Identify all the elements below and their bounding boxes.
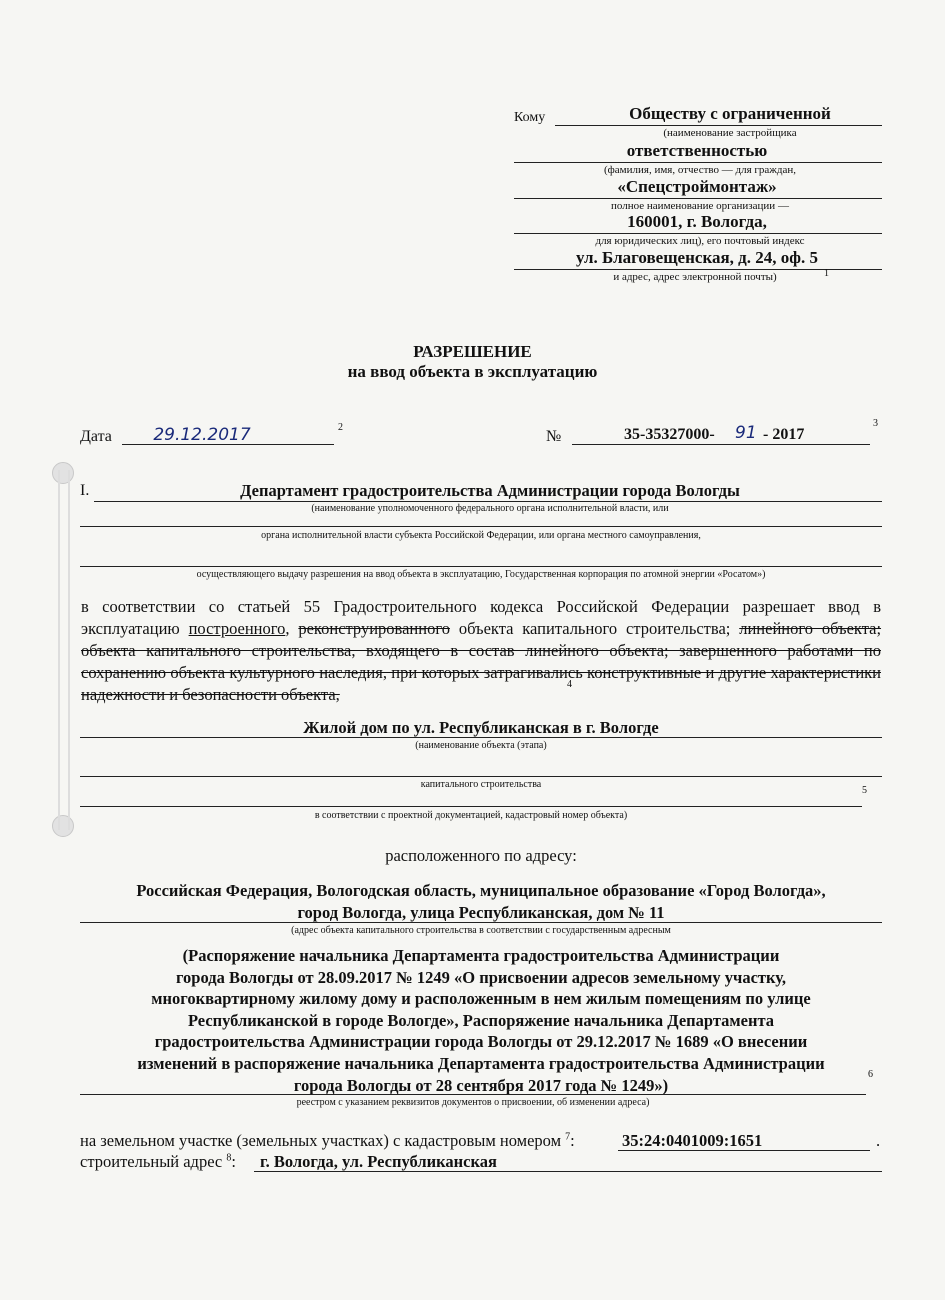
number-label: № <box>546 428 562 445</box>
object-hint-1: (наименование объекта (этапа) <box>415 740 547 751</box>
land-colon: : <box>570 1131 575 1150</box>
address-hint: (адрес объекта капитального строительства в соответствии с государственным адресным <box>291 925 671 936</box>
addressee-line-3: «Спецстроймонтаж» <box>617 177 777 196</box>
order-line: градостроительства Администрации города Вологды от 29.12.2017 № 1689 «О внесении <box>154 1032 808 1052</box>
addressee-hint-5: и адрес, адрес электронной почты) <box>613 271 777 283</box>
order-line: города Вологды от 28.09.2017 № 1249 «О присвоении адресов земельному участку, <box>175 967 787 987</box>
footnote-1: 1 <box>824 268 829 279</box>
object-name: Жилой дом по ул. Республиканская в г. Вологде <box>303 718 659 737</box>
build-address-value: г. Вологда, ул. Республиканская <box>260 1152 497 1171</box>
addressee-line-2: ответственностью <box>626 141 768 160</box>
footnote-3: 3 <box>873 418 878 429</box>
object-hint-2: капитального строительства <box>420 779 542 790</box>
document-subtitle: на ввод объекта в эксплуатацию <box>347 362 598 381</box>
issuer-name: Департамент градостроительства Администрации города Вологды <box>240 481 740 500</box>
addressee-hint-1: (наименование застройщика <box>663 127 797 139</box>
addressee-line-4: 160001, г. Вологда, <box>627 212 767 231</box>
build-address-label <box>80 1152 236 1172</box>
order-line: города Вологды от 28 сентября 2017 года № 1249») <box>293 1075 669 1095</box>
date-value: 29.12.2017 <box>153 425 251 445</box>
addressee-line-5: ул. Благовещенская, д. 24, оф. 5 <box>575 248 819 267</box>
issuer-hint-1: (наименование уполномоченного федерального органа исполнительной власти, или <box>311 503 669 514</box>
issuer-hint-3: осуществляющего выдачу разрешения на ввод объекта в эксплуатацию, Государственная корпорация по атомной энергии «Росатом») <box>196 569 766 580</box>
reconstructed-option: реконструированного <box>298 619 450 638</box>
built-option: построенного <box>188 619 286 638</box>
build-address-colon: : <box>231 1152 236 1171</box>
footnote-5: 5 <box>862 785 867 796</box>
order-hint: реестром с указанием реквизитов документов о присвоении, об изменении адреса) <box>296 1097 650 1108</box>
permission-paragraph <box>81 596 881 706</box>
order-line: (Распоряжение начальника Департамента градостроительства Администрации <box>182 946 780 965</box>
address-line-2: город Вологда, улица Республиканская, дом № 11 <box>297 903 665 922</box>
issuer-hint-2: органа исполнительной власти субъекта Российской Федерации, или органа местного самоуправления, <box>261 530 701 541</box>
build-address-label-text: строительный адрес <box>80 1152 223 1171</box>
struck-options: линейного объекта; объекта капитального строительства, входящего в состав линейного объекта; завершенного работами по сохранению объекта культурного наследия, при которых затрагивались конструктивные и другие характеристики надежности и безопасности объекта, <box>81 619 882 704</box>
date-label: Дата <box>80 428 112 445</box>
order-line: многоквартирному жилому дому и расположенным в нем жилым помещениям по улице <box>151 989 811 1009</box>
addressee-hint-4: для юридических лиц), его почтовый индекс <box>595 235 805 247</box>
addressee-hint-2: (фамилия, имя, отчество — для граждан, <box>603 164 797 176</box>
land-dot: . <box>876 1131 881 1150</box>
binding-string <box>58 470 70 830</box>
addressee-label: Кому <box>514 110 546 125</box>
land-label-text: на земельном участке (земельных участках) с кадастровым номером <box>80 1131 562 1150</box>
paragraph-text: в соответствии со статьей 55 Градостроительного кодекса Российской Федерации разрешает ввод в эксплуатацию <box>81 597 881 638</box>
number-suffix: - 2017 <box>763 426 805 443</box>
footnote-2: 2 <box>338 422 343 433</box>
number-handwritten: 91 <box>735 423 757 443</box>
addressee-line-1: Обществу с ограниченной <box>629 104 831 123</box>
section-roman: I. <box>80 482 90 499</box>
comma: , <box>285 619 290 638</box>
object-text: объекта капитального строительства; <box>458 619 731 638</box>
footnote-6: 6 <box>868 1069 873 1080</box>
order-text <box>80 945 882 1096</box>
footnote-7: 7 <box>565 1131 571 1143</box>
addressee-hint-3: полное наименование организации — <box>611 200 789 212</box>
order-line: Республиканской в городе Вологде», Распоряжение начальника Департамента <box>187 1010 775 1030</box>
land-label <box>80 1131 575 1151</box>
footnote-4: 4 <box>567 679 572 690</box>
number-prefix: 35-35327000- <box>624 426 715 443</box>
located-label: расположенного по адресу: <box>385 846 577 865</box>
object-hint-3: в соответствии с проектной документацией, кадастровый номер объекта) <box>314 810 628 821</box>
document-title: РАЗРЕШЕНИЕ <box>413 342 532 361</box>
cadastral-number: 35:24:0401009:1651 <box>622 1131 763 1150</box>
footnote-8: 8 <box>226 1152 232 1164</box>
order-line: изменений в распоряжение начальника Департамента градостроительства Администрации <box>137 1053 825 1073</box>
address-line-1: Российская Федерация, Вологодская область, муниципальное образование «Город Вологда», <box>136 881 826 900</box>
